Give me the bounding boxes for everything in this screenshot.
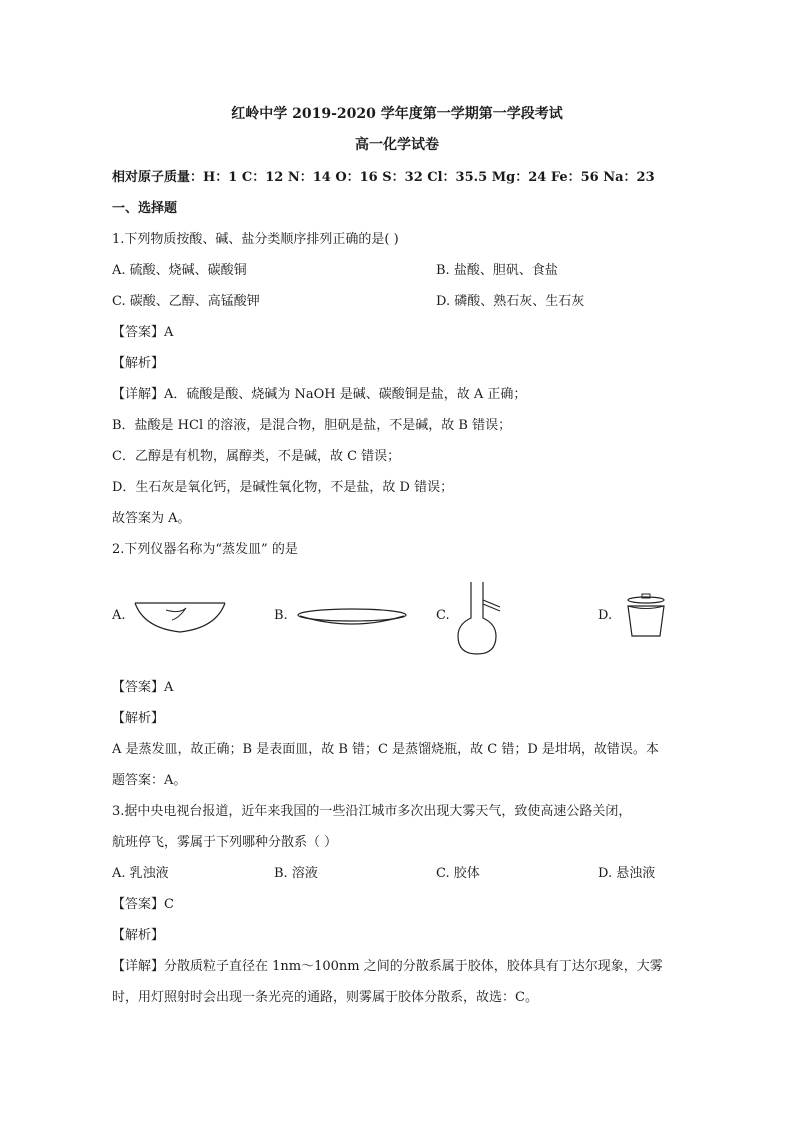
q2-detail-line: A 是蒸发皿，故正确；B 是表面皿，故 B 错；C 是蒸馏烧瓶，故 C 错；D 是坩埚，故错误。本: [112, 742, 659, 757]
exam-subtitle: 高一化学试卷: [355, 137, 439, 153]
watch-glass-figure: [296, 606, 408, 628]
q1-detail-line: D．生石灰是氧化钙，是碱性氧化物，不是盐，故 D 错误；: [112, 480, 454, 495]
q3-stem-line: 航班停飞，雾属于下列哪种分散系（ ）: [112, 835, 338, 850]
q1-answer: 【答案】A: [112, 325, 174, 340]
q3-option-d: D. 悬浊液: [598, 866, 656, 881]
q1-detail-line: B．盐酸是 HCl 的溶液，是混合物，胆矾是盐，不是碱，故 B 错误；: [112, 418, 512, 433]
q1-detail-line: C．乙醇是有机物，属醇类，不是碱，故 C 错误；: [112, 449, 401, 464]
q1-analysis-label: 【解析】: [112, 356, 165, 371]
q3-answer: 【答案】C: [112, 897, 174, 912]
q2-stem: 2.下列仪器名称为“蒸发皿” 的是: [112, 542, 298, 557]
q1-option-d: D. 磷酸、熟石灰、生石灰: [436, 294, 585, 309]
section-heading: 一、选择题: [112, 201, 178, 216]
q1-detail-line: 故答案为 A。: [112, 511, 191, 526]
evaporating-dish-figure: [132, 598, 228, 638]
q2-label-b: B.: [274, 608, 288, 623]
q2-label-d: D.: [598, 608, 613, 623]
exam-title: 红岭中学 2019-2020 学年度第一学期第一学段考试: [231, 106, 563, 122]
q3-detail-line: 【详解】分散质粒子直径在 1nm～100nm 之间的分散系属于胶体，胶体具有丁达尔现象，大雾: [112, 959, 663, 974]
q2-analysis-label: 【解析】: [112, 711, 165, 726]
q1-stem: 1.下列物质按酸、碱、盐分类顺序排列正确的是( ): [112, 232, 399, 247]
q1-option-c: C. 碳酸、乙醇、高锰酸钾: [112, 294, 260, 309]
q1-option-b: B. 盐酸、胆矾、食盐: [436, 263, 558, 278]
q2-answer: 【答案】A: [112, 680, 174, 695]
distilling-flask-figure: [454, 580, 504, 658]
atomic-mass-line: 相对原子质量：H：1 C：12 N：14 O：16 S：32 Cl：35.5 Mg：24 Fe：56 Na：23: [112, 170, 655, 185]
q3-detail-line: 时，用灯照射时会出现一条光亮的通路，则雾属于胶体分散系，故选：C。: [112, 990, 538, 1005]
q2-label-c: C.: [436, 608, 450, 623]
q3-option-c: C. 胶体: [436, 866, 480, 881]
q2-label-a: A.: [112, 608, 126, 623]
q3-analysis-label: 【解析】: [112, 928, 165, 943]
q3-stem-line: 3.据中央电视台报道，近年来我国的一些沿江城市多次出现大雾天气，致使高速公路关闭，: [112, 804, 632, 819]
crucible-figure: [622, 594, 670, 640]
q1-option-a: A. 硫酸、烧碱、碳酸铜: [112, 263, 247, 278]
q2-detail-line: 题答案：A。: [112, 773, 187, 788]
q1-detail-line: 【详解】A．硫酸是酸、烧碱为 NaOH 是碱、碳酸铜是盐，故 A 正确；: [112, 387, 527, 402]
q3-option-a: A. 乳浊液: [112, 866, 169, 881]
q3-option-b: B. 溶液: [274, 866, 318, 881]
